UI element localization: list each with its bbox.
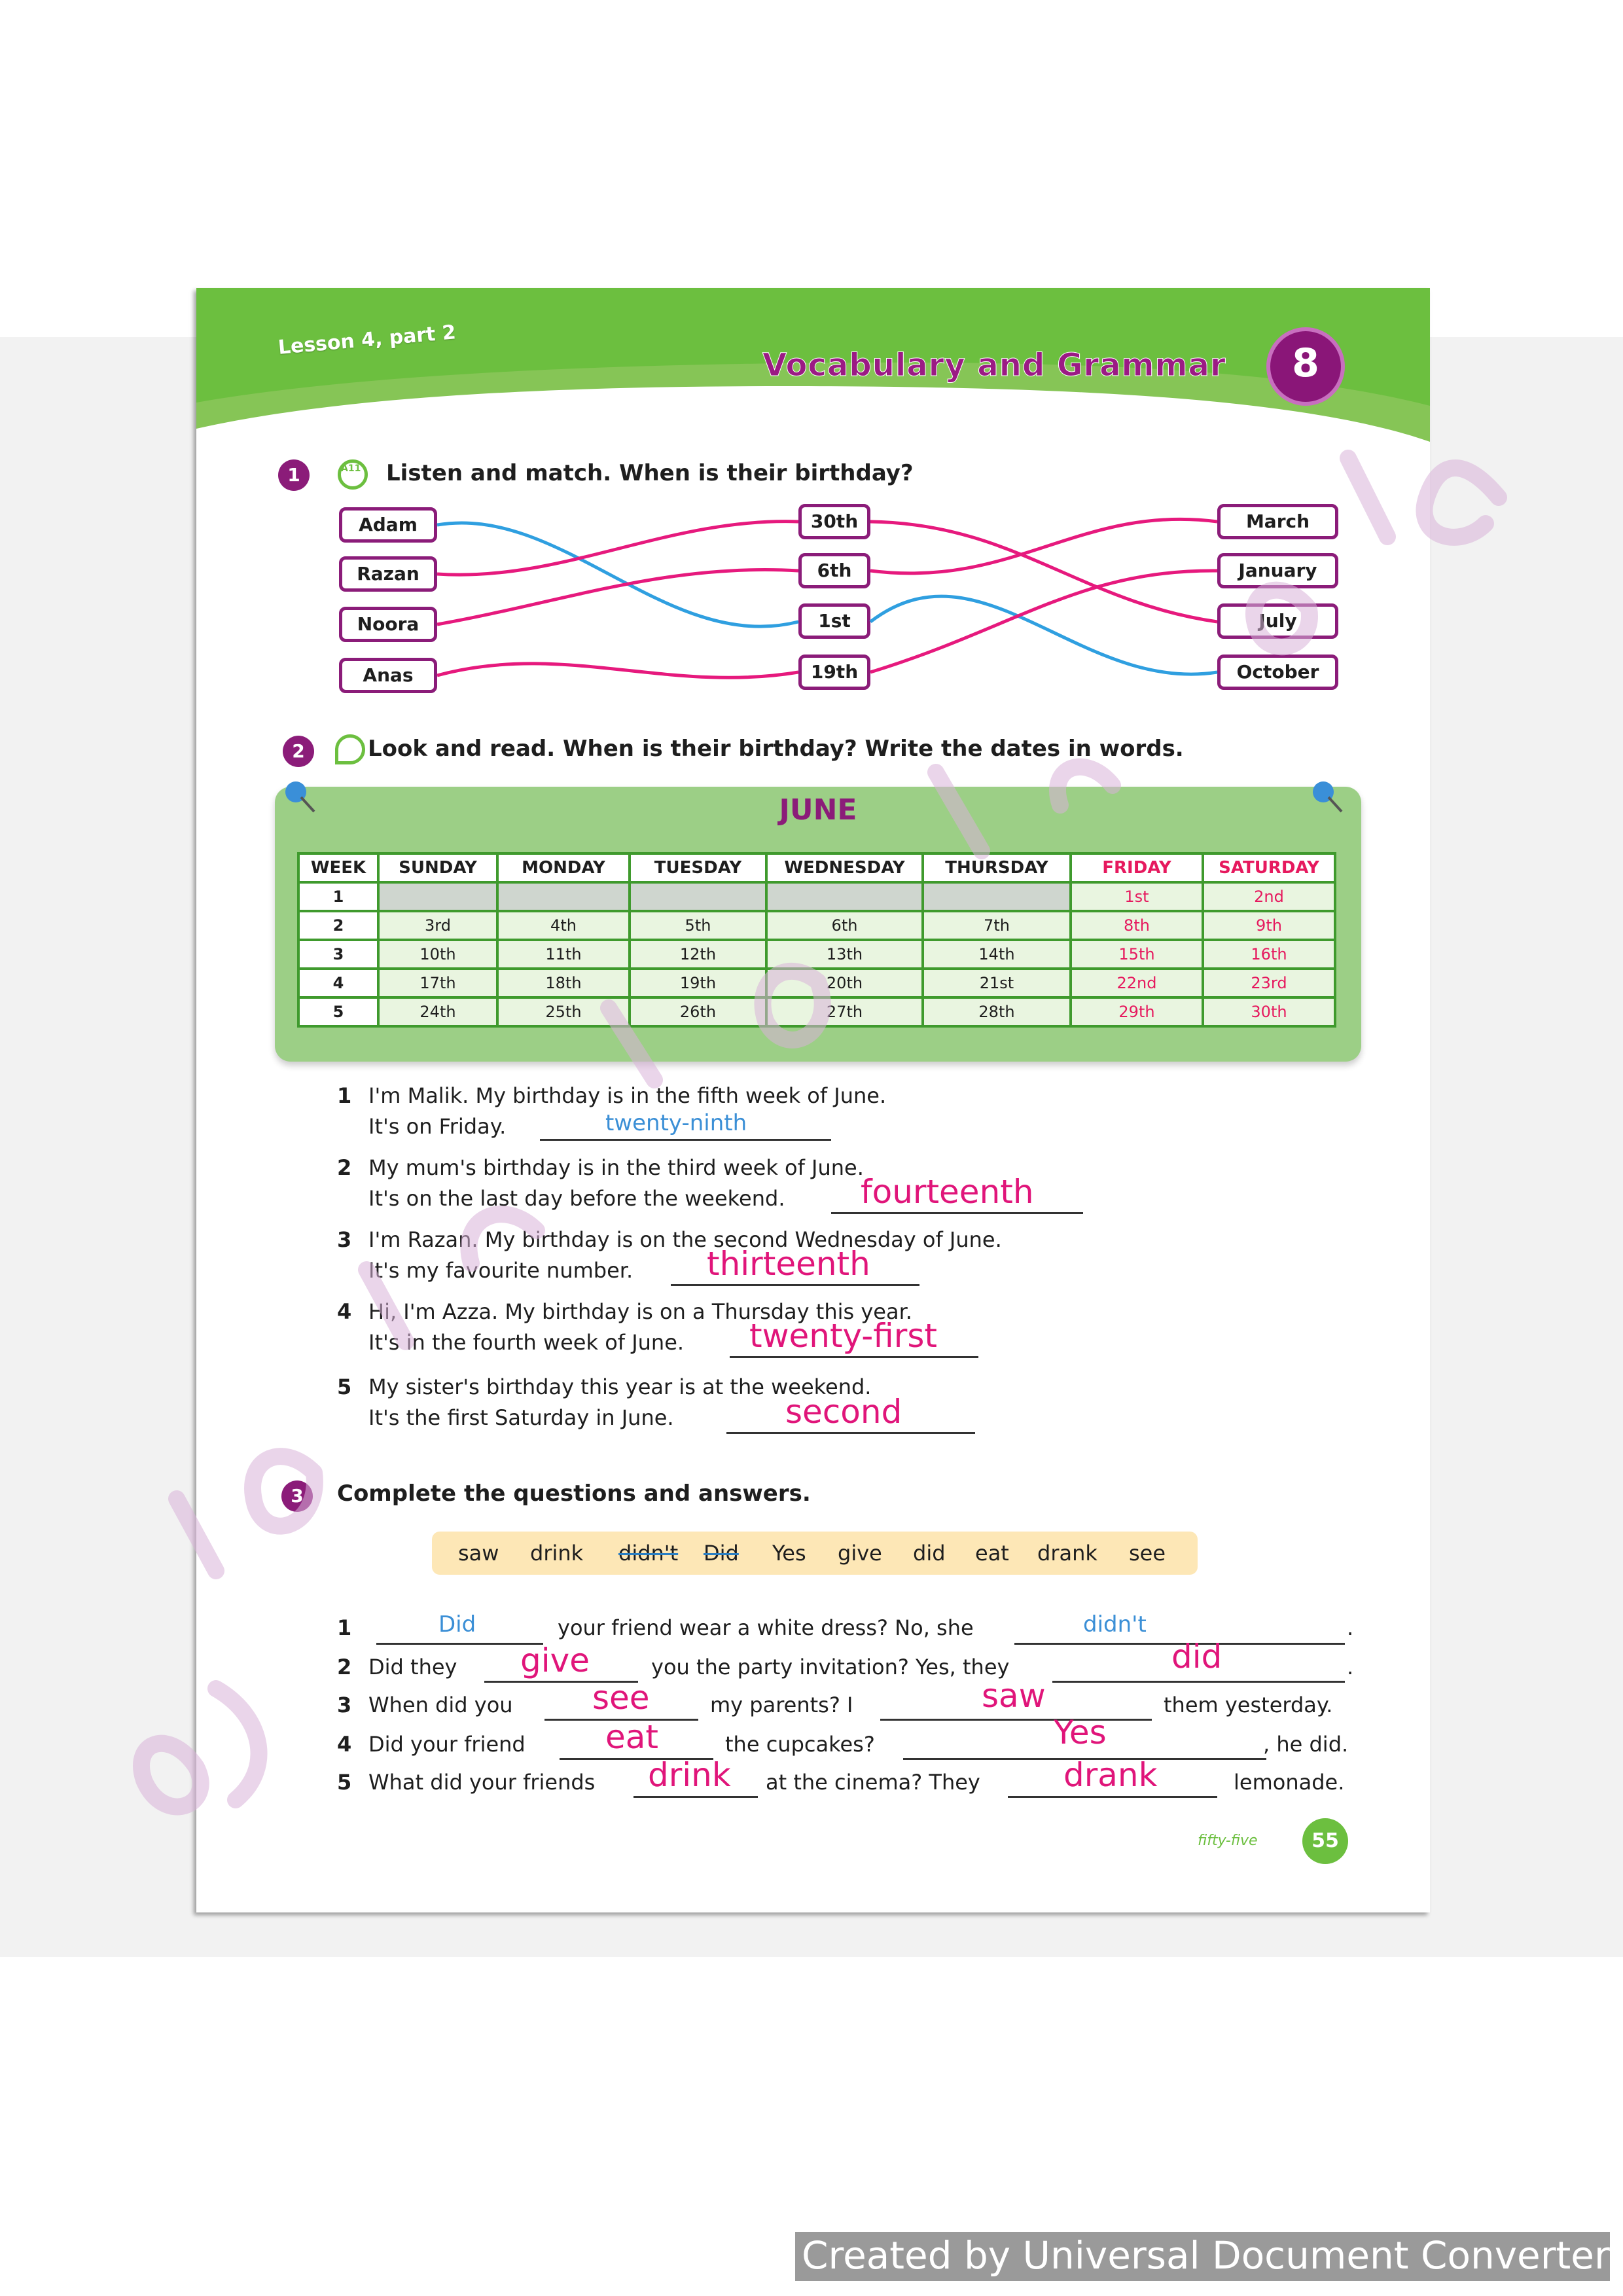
date-cell: 9th (1203, 911, 1335, 940)
calendar-row (298, 940, 1335, 969)
matching-lines (196, 288, 1430, 746)
date-cell: 29th (1071, 997, 1203, 1026)
date-cell: 23rd (1203, 969, 1335, 997)
date-cell: 18th (497, 969, 630, 997)
exercise-instruction: Listen and match. When is their birthday? (386, 460, 914, 486)
week-cell: 4 (298, 969, 378, 997)
date-cell: 6th (766, 911, 923, 940)
exercise-number: 2 (283, 736, 314, 767)
exercise-item-line2: It's my favourite number. (368, 1258, 633, 1283)
exercise-item: 3 I'm Razan. My birthday is on the second Wednesday of June. (337, 1227, 1002, 1252)
match-line (870, 571, 1217, 672)
exercise-item-line2: It's on the last day before the weekend. (368, 1186, 785, 1211)
date-cell: 2nd (1203, 882, 1335, 911)
word-give: give (838, 1541, 882, 1566)
date-cell: 15th (1071, 940, 1203, 969)
calendar-row (298, 969, 1335, 997)
answer-text: eat (605, 1718, 659, 1756)
date-cell: 3rd (378, 911, 497, 940)
date-cell: 4th (497, 911, 630, 940)
calendar-header: SUNDAY (378, 853, 497, 882)
exercise-item: 5 My sister's birthday this year is at the weekend. (337, 1374, 872, 1399)
month-box: March (1217, 504, 1338, 539)
name-box: Adam (339, 507, 437, 543)
answer-line (831, 1212, 1083, 1214)
answer-text: saw (982, 1677, 1046, 1715)
item-text: your friend wear a white dress? No, she (558, 1615, 974, 1640)
answer-line (376, 1643, 543, 1645)
section-title: Vocabulary and Grammar (762, 347, 1226, 384)
answer-line (671, 1284, 919, 1286)
calendar-title: JUNE (779, 793, 857, 827)
converter-footer-text: Created by Universal Document Converter (802, 2233, 1610, 2278)
word-did: did (913, 1541, 946, 1566)
date-cell: 7th (923, 911, 1071, 940)
word-saw: saw (458, 1541, 499, 1566)
answer-text: drank (1063, 1756, 1158, 1794)
calendar-row (298, 997, 1335, 1026)
answer-text: didn't (1083, 1611, 1147, 1638)
date-cell: 13th (766, 940, 923, 969)
answer-text: Yes (1054, 1713, 1107, 1751)
date-cell (497, 882, 630, 911)
week-cell: 2 (298, 911, 378, 940)
exercise-number: 1 (278, 459, 310, 491)
date-cell (378, 882, 497, 911)
match-line (870, 596, 1217, 674)
exercise-item-line2: It's in the fourth week of June. (368, 1330, 685, 1355)
date-cell (630, 882, 766, 911)
workbook-page (196, 288, 1430, 1912)
date-cell: 19th (630, 969, 766, 997)
month-box: January (1217, 553, 1338, 588)
word-yes: Yes (772, 1541, 806, 1566)
answer-text: twenty-first (749, 1317, 938, 1355)
exercise-item-line2: It's on Friday. (368, 1114, 507, 1139)
date-cell: 28th (923, 997, 1071, 1026)
answer-text: drink (648, 1756, 731, 1794)
word-drink: drink (530, 1541, 584, 1566)
word-drank: drank (1037, 1541, 1097, 1566)
answer-text: Did (438, 1611, 476, 1638)
day-box: 19th (798, 655, 870, 690)
word-box (432, 1532, 1198, 1575)
answer-line (730, 1356, 978, 1358)
exercise-item: 2 My mum's birthday is in the third week of June. (337, 1155, 864, 1180)
lesson-label: Lesson 4, part 2 (277, 321, 457, 359)
answer-line (880, 1719, 1152, 1721)
calendar (275, 787, 1361, 1062)
item-text: at the cinema? They (766, 1770, 980, 1795)
answer-line (726, 1432, 975, 1434)
answer-text: second (785, 1393, 902, 1431)
page-number-word: fifty-five (1198, 1833, 1258, 1849)
date-cell: 25th (497, 997, 630, 1026)
name-box: Noora (339, 607, 437, 642)
calendar-header: SATURDAY (1203, 853, 1335, 882)
answer-text: thirteenth (707, 1245, 870, 1283)
day-box: 6th (798, 553, 870, 588)
day-box: 30th (798, 504, 870, 539)
item-text: . (1347, 1615, 1354, 1640)
match-line (437, 522, 798, 575)
date-cell: 14th (923, 940, 1071, 969)
date-cell: 21st (923, 969, 1071, 997)
match-line (437, 664, 798, 677)
item-text: the cupcakes? (725, 1732, 875, 1757)
answer-text: see (592, 1679, 650, 1717)
date-cell (766, 882, 923, 911)
answer-text: fourteenth (861, 1173, 1034, 1211)
item-text: . (1347, 1655, 1354, 1679)
name-box: Razan (339, 556, 437, 592)
exercise-item: 4 Did your friend (337, 1732, 526, 1757)
exercise-item: 1 (337, 1615, 352, 1640)
calendar-header: WEDNESDAY (766, 853, 923, 882)
date-cell: 22nd (1071, 969, 1203, 997)
calendar-row (298, 882, 1335, 911)
month-box: July (1217, 603, 1338, 639)
exercise-item-line2: It's the first Saturday in June. (368, 1405, 674, 1430)
date-cell: 5th (630, 911, 766, 940)
exercise-instruction: Complete the questions and answers. (337, 1480, 811, 1507)
item-text: lemonade. (1234, 1770, 1345, 1795)
date-cell: 30th (1203, 997, 1335, 1026)
answer-line (1008, 1796, 1217, 1798)
answer-line (1052, 1681, 1345, 1683)
calendar-header: WEEK (298, 853, 378, 882)
exercise-item: 1 I'm Malik. My birthday is in the fifth week of June. (337, 1083, 887, 1108)
date-cell: 11th (497, 940, 630, 969)
day-box: 1st (798, 603, 870, 639)
word-did-cap: Did (704, 1541, 739, 1566)
date-cell: 24th (378, 997, 497, 1026)
item-text: you the party invitation? Yes, they (651, 1655, 1010, 1679)
calendar-row (298, 911, 1335, 940)
item-text: my parents? I (710, 1693, 853, 1717)
date-cell: 12th (630, 940, 766, 969)
calendar-header: TUESDAY (630, 853, 766, 882)
word-didnt: didn't (618, 1541, 679, 1566)
answer-text: twenty-ninth (605, 1110, 747, 1136)
calendar-header: MONDAY (497, 853, 630, 882)
exercise-item: 2 Did they (337, 1655, 457, 1679)
answer-line (633, 1796, 758, 1798)
page-number: 55 (1302, 1818, 1348, 1864)
week-cell: 5 (298, 997, 378, 1026)
magnifier-icon (335, 734, 365, 764)
item-text: them yesterday. (1164, 1693, 1333, 1717)
audio-track: A11 (341, 463, 361, 474)
month-box: October (1217, 655, 1338, 690)
unit-number: 8 (1292, 340, 1319, 386)
word-eat: eat (975, 1541, 1009, 1566)
week-cell: 1 (298, 882, 378, 911)
exercise-number: 3 (281, 1480, 313, 1512)
exercise-item: 5 What did your friends (337, 1770, 596, 1795)
calendar-header: FRIDAY (1071, 853, 1203, 882)
answer-line (540, 1139, 831, 1141)
item-text: , he did. (1263, 1732, 1349, 1757)
calendar-header: THURSDAY (923, 853, 1071, 882)
week-cell: 3 (298, 940, 378, 969)
date-cell: 1st (1071, 882, 1203, 911)
calendar-header-row (298, 853, 1335, 882)
date-cell: 10th (378, 940, 497, 969)
answer-text: give (520, 1641, 590, 1679)
date-cell: 20th (766, 969, 923, 997)
exercise-item: 4 Hi, I'm Azza. My birthday is on a Thursday this year. (337, 1299, 912, 1324)
date-cell (923, 882, 1071, 911)
exercise-instruction: Look and read. When is their birthday? Write the dates in words. (368, 736, 1184, 762)
date-cell: 17th (378, 969, 497, 997)
exercise-item: 3 When did you (337, 1693, 513, 1717)
date-cell: 8th (1071, 911, 1203, 940)
calendar-table (297, 852, 1336, 1028)
answer-text: did (1171, 1638, 1222, 1676)
date-cell: 26th (630, 997, 766, 1026)
name-box: Anas (339, 658, 437, 693)
date-cell: 16th (1203, 940, 1335, 969)
word-see: see (1129, 1541, 1166, 1566)
date-cell: 27th (766, 997, 923, 1026)
